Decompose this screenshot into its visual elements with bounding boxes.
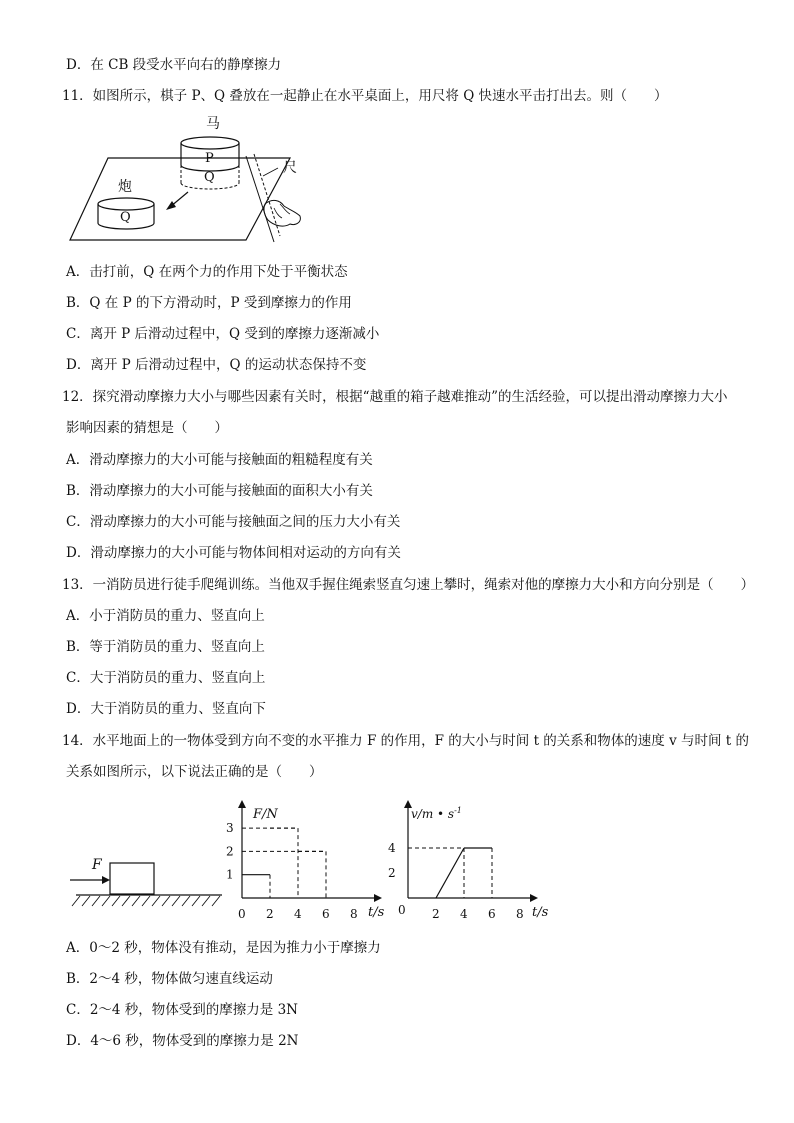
q14-option-d[interactable]: D．4～6 秒，物体受到的摩擦力是 2N: [66, 1033, 299, 1049]
q12-option-a[interactable]: A．滑动摩擦力的大小可能与接触面的粗糙程度有关: [66, 452, 373, 468]
q14-block-figure: [68, 850, 228, 912]
q11-stem: 11．如图所示，棋子 P、Q 叠放在一起静止在水平桌面上，用尺将 Q 快速水平击打出去。则（ ）: [62, 88, 668, 104]
f-ylabel: F/N: [253, 807, 278, 822]
f-xtick-label: 8: [350, 907, 358, 921]
force-label: F: [92, 857, 102, 873]
ground-hatch: [72, 896, 220, 906]
f-ytick-label: 1: [226, 867, 234, 882]
q14-option-b[interactable]: B．2～4 秒，物体做匀速直线运动: [66, 971, 273, 987]
v-xtick-label: 4: [460, 907, 468, 921]
q11-option-d[interactable]: D．离开 P 后滑动过程中，Q 的运动状态保持不变: [66, 357, 367, 373]
v-ylabel-sup: -1: [454, 806, 462, 815]
f-ytick-label: 3: [226, 821, 234, 836]
v-xtick-label: 2: [432, 907, 440, 921]
q13-option-d[interactable]: D．大于消防员的重力、竖直向下: [66, 701, 266, 717]
x-axis-arrow: [374, 894, 382, 902]
f-xlabel: t/s: [368, 905, 385, 920]
q11-option-c[interactable]: C．离开 P 后滑动过程中，Q 受到的摩擦力逐渐减小: [66, 326, 380, 342]
v-ytick-label: 4: [388, 841, 396, 855]
x-axis-arrow: [530, 894, 538, 902]
f-xtick-label: 4: [294, 907, 302, 921]
q14-option-c[interactable]: C．2～4 秒，物体受到的摩擦力是 3N: [66, 1002, 298, 1018]
q12-stem-line1: 12．探究滑动摩擦力大小与哪些因素有关时，根据“越重的箱子越难推动”的生活经验，可以提出滑动摩擦力大小: [62, 389, 728, 405]
chi-label: 尺: [283, 160, 297, 176]
q11-figure: [60, 112, 320, 247]
v-xtick-label: 8: [516, 907, 524, 921]
v-segment: [436, 848, 464, 898]
pao-label: 炮: [118, 179, 132, 195]
force-arrow: [102, 876, 110, 884]
q13-stem: 13．一消防员进行徒手爬绳训练。当他双手握住绳索竖直匀速上攀时，绳索对他的摩擦力大小和方向分别是（ ）: [62, 577, 755, 593]
q-moved-label: Q: [120, 210, 131, 225]
prev-option-d: D．在 CB 段受水平向右的静摩擦力: [66, 57, 282, 73]
q12-option-c[interactable]: C．滑动摩擦力的大小可能与接触面之间的压力大小有关: [66, 514, 401, 530]
f-xtick-label: 6: [322, 907, 330, 921]
force-time-chart: [218, 798, 388, 926]
q14-stem-line2: 关系如图所示，以下说法正确的是（ ）: [66, 764, 323, 780]
q13-option-a[interactable]: A．小于消防员的重力、竖直向上: [66, 608, 265, 624]
f-ytick-label: 2: [226, 844, 234, 859]
p-label: P: [205, 151, 214, 166]
v-ytick-label: 2: [388, 866, 396, 880]
q14-option-a[interactable]: A．0～2 秒，物体没有推动，是因为推力小于摩擦力: [66, 940, 381, 956]
q14-stem-line1: 14．水平地面上的一物体受到方向不变的水平推力 F 的作用，F 的大小与时间 t 的关系和物体的速度 v 与时间 t 的: [62, 733, 750, 749]
q11-option-a[interactable]: A．击打前，Q 在两个力的作用下处于平衡状态: [66, 264, 348, 280]
velocity-time-chart: [384, 798, 554, 926]
v-xlabel: t/s: [532, 905, 549, 920]
y-axis-arrow: [238, 800, 246, 808]
v-ylabel: v/m • $s^{-1}$: [411, 806, 462, 821]
ma-label: 马: [206, 116, 220, 132]
f-origin-label: 0: [238, 907, 246, 921]
q12-option-b[interactable]: B．滑动摩擦力的大小可能与接触面的面积大小有关: [66, 483, 373, 499]
q12-stem-line2: 影响因素的猜想是（ ）: [66, 420, 228, 436]
q13-option-b[interactable]: B．等于消防员的重力、竖直向上: [66, 639, 265, 655]
motion-arrow: [166, 201, 176, 210]
q-stack-label: Q: [204, 170, 215, 185]
v-xtick-label: 6: [488, 907, 496, 921]
block: [110, 863, 154, 894]
f-xtick-label: 2: [266, 907, 274, 921]
q11-option-b[interactable]: B．Q 在 P 的下方滑动时，P 受到摩擦力的作用: [66, 295, 352, 311]
q13-option-c[interactable]: C．大于消防员的重力、竖直向上: [66, 670, 266, 686]
q12-option-d[interactable]: D．滑动摩擦力的大小可能与物体间相对运动的方向有关: [66, 545, 401, 561]
v-origin-label: 0: [398, 903, 406, 917]
